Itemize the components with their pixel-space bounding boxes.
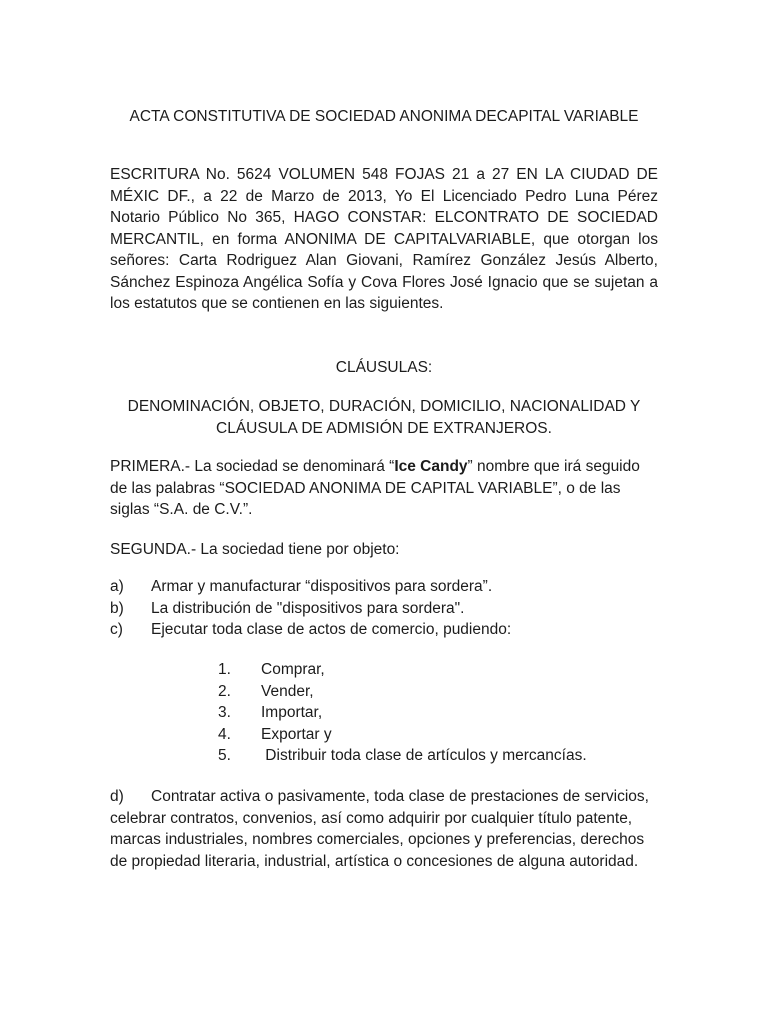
- list-item-key: a): [110, 578, 124, 595]
- list-item-text: La distribución de "dispositivos para sordera".: [151, 599, 465, 617]
- numbered-item: [218, 745, 658, 767]
- section-heading: DENOMINACIÓN, OBJETO, DURACIÓN, DOMICILIO, NACIONALIDAD Y CLÁUSULA DE ADMISIÓN DE EXTRANJEROS.: [127, 398, 641, 437]
- numbered-item: [218, 702, 658, 724]
- intro-paragraph: ESCRITURA No. 5624 VOLUMEN 548 FOJAS 21 a 27 EN LA CIUDAD DE MÉXIC DF., a 22 de Marzo de 2013, Yo El Licenciado Pedro Luna Pérez Notario Público No 365, HAGO CONSTAR: ELCONTRATO DE SOCIEDAD MERCANTIL, en forma ANONIMA DE CAPITALVARIABLE, que otorgan los señores: Carta Rodriguez Alan Giovani, Ramírez González Jesús Alberto, Sánchez Espinoza Angélica Sofía y Cova Flores José Ignacio que se sujetan a los estatutos que se contienen en las siguientes.: [110, 166, 658, 312]
- company-name: Ice Candy: [394, 458, 468, 475]
- numbered-item-text: Comprar,: [261, 661, 325, 678]
- list-item: [110, 598, 658, 620]
- numbered-item-text: Exportar y: [261, 725, 332, 743]
- clausulas-heading: CLÁUSULAS:: [335, 359, 433, 376]
- numbered-item-key: 3.: [218, 704, 231, 721]
- clause-primera: [110, 456, 658, 521]
- clause-primera-text-end: ” nombre que irá seguido de las palabras “SOCIEDAD ANONIMA DE CAPITAL VARIABLE”, o de las siglas “S.A. de C.V.”.: [110, 458, 640, 518]
- numbered-item-key: 5.: [218, 747, 231, 764]
- item-d-text: Contratar activa o pasivamente, toda clase de prestaciones de servicios, celebrar contratos, convenios, así como adquirir por cualquier título patente, marcas industriales, nombres comerciales, opciones y preferencias, derechos de propiedad literaria, industrial, artística o concesiones de alguna autoridad.: [110, 788, 649, 870]
- numbered-item-key: 4.: [218, 725, 231, 743]
- clause-primera-text-start: PRIMERA.- La sociedad se denominará “: [110, 458, 395, 475]
- clause-segunda: SEGUNDA.- La sociedad tiene por objeto:: [110, 541, 400, 558]
- numbered-item-key: 1.: [218, 661, 231, 678]
- numbered-item: [218, 681, 658, 703]
- objects-list: [110, 576, 658, 641]
- numbered-item-text: Vender,: [261, 682, 314, 700]
- list-item-key: b): [110, 599, 124, 617]
- numbered-item-text: Distribuir toda clase de artículos y mercancías.: [261, 747, 587, 764]
- document-title: ACTA CONSTITUTIVA DE SOCIEDAD ANONIMA DECAPITAL VARIABLE: [129, 108, 639, 125]
- numbered-item-text: Importar,: [261, 704, 323, 721]
- numbered-item: [218, 724, 658, 746]
- list-item-text: Ejecutar toda clase de actos de comercio, pudiendo:: [151, 621, 512, 638]
- item-d: [110, 786, 658, 872]
- numbered-item: [218, 659, 658, 681]
- numbered-item-key: 2.: [218, 682, 231, 700]
- numbered-list: [218, 659, 658, 767]
- item-d-key: d): [110, 788, 124, 805]
- list-item-key: c): [110, 621, 123, 638]
- list-item-text: Armar y manufacturar “dispositivos para sordera”.: [151, 578, 493, 595]
- list-item: [110, 619, 658, 641]
- list-item: [110, 576, 658, 598]
